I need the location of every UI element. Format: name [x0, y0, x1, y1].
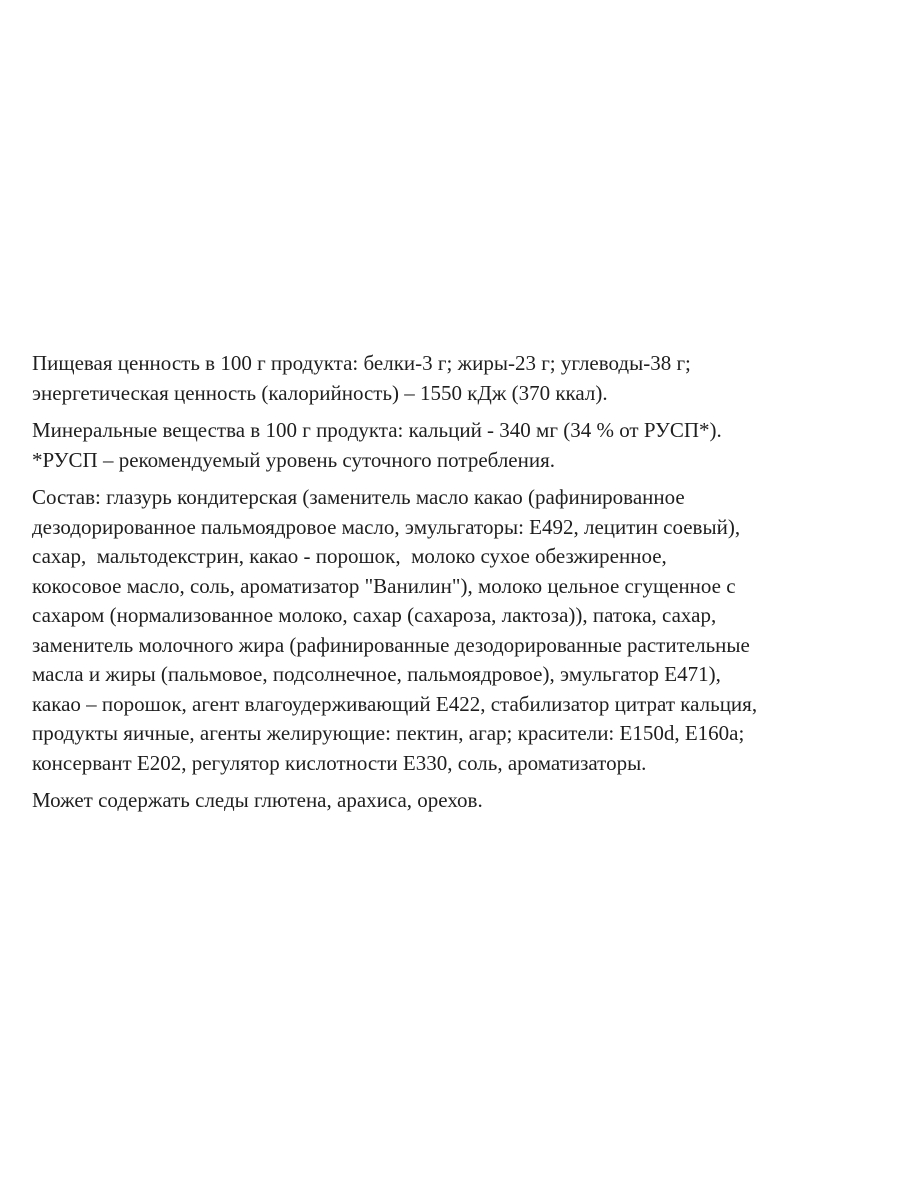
- text-line: продукты яичные, агенты желирующие: пектин, агар; красители: Е150d, Е160a;: [32, 721, 745, 745]
- text-line: энергетическая ценность (калорийность) – 1550 кДж (370 ккал).: [32, 380, 608, 405]
- text-line: Может содержать следы глютена, арахиса, орехов.: [32, 788, 483, 812]
- text-line: консервант Е202, регулятор кислотности Е330, соль, ароматизаторы.: [32, 750, 647, 775]
- text-line: кокосовое масло, соль, ароматизатор "Ванилин"), молоко цельное сгущенное с: [32, 573, 736, 598]
- ingredients-paragraph: [32, 483, 882, 778]
- text-line: Пищевая ценность в 100 г продукта: белки-3 г; жиры-23 г; углеводы-38 г;: [32, 351, 691, 375]
- nutrition-paragraph: [32, 349, 882, 408]
- text-line: масла и жиры (пальмовое, подсолнечное, пальмоядровое), эмульгатор Е471),: [32, 662, 721, 686]
- text-line: дезодорированное пальмоядровое масло, эмульгаторы: Е492, лецитин соевый),: [32, 514, 741, 539]
- text-line: *РУСП – рекомендуемый уровень суточного потребления.: [32, 447, 556, 472]
- product-label-text: [32, 349, 882, 824]
- text-line: сахаром (нормализованное молоко, сахар (сахароза, лактоза)), патока, сахар,: [32, 603, 717, 627]
- text-line: Минеральные вещества в 100 г продукта: кальций - 340 мг (34 % от РУСП*).: [32, 418, 722, 442]
- text-line: какао – порошок, агент влагоудерживающий Е422, стабилизатор цитрат кальция,: [32, 691, 758, 716]
- text-line: заменитель молочного жира (рафинированные дезодорированные растительные: [32, 632, 750, 657]
- minerals-paragraph: [32, 416, 882, 475]
- text-line: сахар, мальтодекстрин, какао - порошок, молоко сухое обезжиренное,: [32, 544, 667, 568]
- allergen-warning-paragraph: [32, 786, 882, 816]
- text-line: Состав: глазурь кондитерская (заменитель масло какао (рафинированное: [32, 485, 685, 509]
